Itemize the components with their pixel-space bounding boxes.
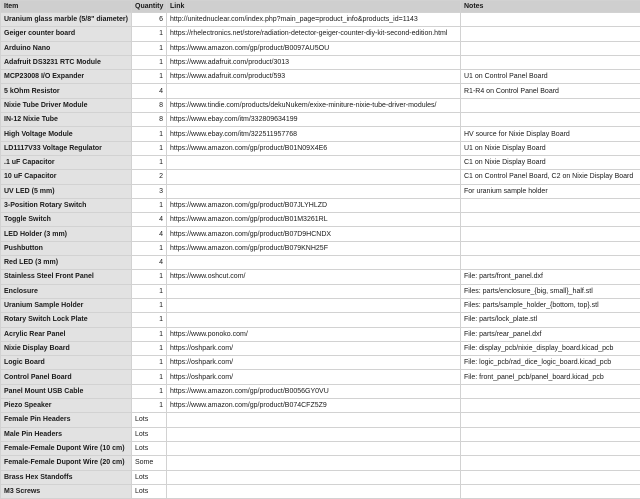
table-row [1, 413, 640, 427]
table-row [1, 356, 640, 370]
link-cell[interactable]: https://rhelectronics.net/store/radiation-detector-geiger-counter-diy-kit-second-edition.html [167, 27, 461, 41]
item-cell[interactable]: M3 Screws [1, 484, 132, 498]
quantity-cell[interactable]: 1 [132, 198, 167, 212]
quantity-cell[interactable]: 1 [132, 241, 167, 255]
link-cell[interactable] [167, 427, 461, 441]
quantity-cell[interactable]: 1 [132, 127, 167, 141]
link-cell[interactable]: https://www.amazon.com/gp/product/B074CFZ5Z9 [167, 399, 461, 413]
notes-cell[interactable] [461, 427, 640, 441]
link-cell[interactable]: https://www.amazon.com/gp/product/B01M3261RL [167, 213, 461, 227]
notes-cell[interactable]: Files: parts/enclosure_{big, small}_half.stl [461, 284, 640, 298]
quantity-cell[interactable]: 8 [132, 113, 167, 127]
quantity-cell[interactable]: 1 [132, 313, 167, 327]
table-row [1, 227, 640, 241]
table-row [1, 70, 640, 84]
link-cell[interactable] [167, 441, 461, 455]
table-row [1, 41, 640, 55]
table-row [1, 27, 640, 41]
link-cell[interactable] [167, 184, 461, 198]
table-row [1, 484, 640, 498]
item-cell[interactable]: High Voltage Module [1, 127, 132, 141]
header-link[interactable]: Link [167, 1, 461, 13]
quantity-cell[interactable]: 1 [132, 341, 167, 355]
header-row [1, 1, 640, 13]
quantity-cell[interactable]: 3 [132, 184, 167, 198]
link-cell[interactable]: https://www.ponoko.com/ [167, 327, 461, 341]
notes-cell[interactable]: File: logic_pcb/rad_dice_logic_board.kicad_pcb [461, 356, 640, 370]
quantity-cell[interactable]: Lots [132, 427, 167, 441]
notes-cell[interactable]: U1 on Control Panel Board [461, 70, 640, 84]
table-row [1, 256, 640, 270]
quantity-cell[interactable]: 4 [132, 213, 167, 227]
table-row [1, 327, 640, 341]
item-cell[interactable]: LED Holder (3 mm) [1, 227, 132, 241]
quantity-cell[interactable]: 4 [132, 84, 167, 98]
link-cell[interactable]: https://oshpark.com/ [167, 356, 461, 370]
quantity-cell[interactable]: 1 [132, 384, 167, 398]
item-cell[interactable]: Control Panel Board [1, 370, 132, 384]
notes-cell[interactable] [461, 470, 640, 484]
item-cell[interactable]: Female-Female Dupont Wire (10 cm) [1, 441, 132, 455]
table-row [1, 284, 640, 298]
notes-cell[interactable] [461, 241, 640, 255]
link-cell[interactable] [167, 170, 461, 184]
item-cell[interactable]: Toggle Switch [1, 213, 132, 227]
table-row [1, 13, 640, 27]
table-row [1, 298, 640, 312]
item-cell[interactable]: IN-12 Nixie Tube [1, 113, 132, 127]
notes-cell[interactable]: R1-R4 on Control Panel Board [461, 84, 640, 98]
link-cell[interactable] [167, 298, 461, 312]
link-cell[interactable] [167, 484, 461, 498]
notes-cell[interactable] [461, 198, 640, 212]
item-cell[interactable]: Female-Female Dupont Wire (20 cm) [1, 456, 132, 470]
notes-cell[interactable]: C1 on Nixie Display Board [461, 155, 640, 169]
table-row [1, 84, 640, 98]
item-cell[interactable]: Piezo Speaker [1, 399, 132, 413]
link-cell[interactable]: https://www.adafruit.com/product/3013 [167, 55, 461, 69]
table-row [1, 270, 640, 284]
table-row [1, 113, 640, 127]
header-item[interactable]: Item [1, 1, 132, 13]
item-cell[interactable]: Geiger counter board [1, 27, 132, 41]
quantity-cell[interactable]: Lots [132, 484, 167, 498]
link-cell[interactable]: https://www.amazon.com/gp/product/B0056GY0VU [167, 384, 461, 398]
notes-cell[interactable]: Files: parts/sample_holder_{bottom, top}.stl [461, 298, 640, 312]
notes-cell[interactable] [461, 456, 640, 470]
item-cell[interactable]: Nixie Tube Driver Module [1, 98, 132, 112]
quantity-cell[interactable]: 1 [132, 70, 167, 84]
table-row [1, 456, 640, 470]
table-row [1, 384, 640, 398]
notes-cell[interactable] [461, 256, 640, 270]
link-cell[interactable]: https://www.oshcut.com/ [167, 270, 461, 284]
notes-cell[interactable] [461, 384, 640, 398]
notes-cell[interactable]: C1 on Control Panel Board, C2 on Nixie Display Board [461, 170, 640, 184]
notes-cell[interactable]: File: parts/lock_plate.stl [461, 313, 640, 327]
link-cell[interactable]: https://www.adafruit.com/product/593 [167, 70, 461, 84]
link-cell[interactable]: https://www.amazon.com/gp/product/B0097AU5OU [167, 41, 461, 55]
notes-cell[interactable] [461, 13, 640, 27]
quantity-cell[interactable]: 1 [132, 399, 167, 413]
item-cell[interactable]: Male Pin Headers [1, 427, 132, 441]
item-cell[interactable]: Panel Mount USB Cable [1, 384, 132, 398]
notes-cell[interactable]: HV source for Nixie Display Board [461, 127, 640, 141]
item-cell[interactable]: Red LED (3 mm) [1, 256, 132, 270]
link-cell[interactable]: https://oshpark.com/ [167, 341, 461, 355]
quantity-cell[interactable]: 1 [132, 298, 167, 312]
quantity-cell[interactable]: 1 [132, 155, 167, 169]
quantity-cell[interactable]: Lots [132, 441, 167, 455]
link-cell[interactable]: https://www.ebay.com/itm/332809634199 [167, 113, 461, 127]
quantity-cell[interactable]: 1 [132, 284, 167, 298]
link-cell[interactable]: https://www.amazon.com/gp/product/B07D9HCNDX [167, 227, 461, 241]
link-cell[interactable] [167, 456, 461, 470]
notes-cell[interactable] [461, 484, 640, 498]
quantity-cell[interactable]: Lots [132, 413, 167, 427]
item-cell[interactable]: Acrylic Rear Panel [1, 327, 132, 341]
quantity-cell[interactable]: 1 [132, 327, 167, 341]
notes-cell[interactable]: U1 on Nixie Display Board [461, 141, 640, 155]
table-row [1, 141, 640, 155]
link-cell[interactable] [167, 256, 461, 270]
link-cell[interactable]: https://www.amazon.com/gp/product/B079KNH25F [167, 241, 461, 255]
quantity-cell[interactable]: 1 [132, 370, 167, 384]
quantity-cell[interactable]: 1 [132, 141, 167, 155]
table-row [1, 184, 640, 198]
link-cell[interactable] [167, 155, 461, 169]
item-cell[interactable]: Uranium Sample Holder [1, 298, 132, 312]
table-row [1, 198, 640, 212]
item-cell[interactable]: .1 uF Capacitor [1, 155, 132, 169]
table-row [1, 127, 640, 141]
notes-cell[interactable] [461, 227, 640, 241]
notes-cell[interactable]: File: parts/rear_panel.dxf [461, 327, 640, 341]
item-cell[interactable]: LD1117V33 Voltage Regulator [1, 141, 132, 155]
table-row [1, 313, 640, 327]
quantity-cell[interactable]: 1 [132, 270, 167, 284]
notes-cell[interactable] [461, 98, 640, 112]
link-cell[interactable] [167, 284, 461, 298]
link-cell[interactable]: https://oshpark.com/ [167, 370, 461, 384]
table-row [1, 98, 640, 112]
header-quantity[interactable]: Quantity [132, 1, 167, 13]
table-row [1, 441, 640, 455]
notes-cell[interactable]: File: parts/front_panel.dxf [461, 270, 640, 284]
table-row [1, 55, 640, 69]
table-row [1, 341, 640, 355]
table-row [1, 213, 640, 227]
quantity-cell[interactable]: 1 [132, 55, 167, 69]
table-body [1, 13, 640, 499]
item-cell[interactable]: MCP23008 I/O Expander [1, 70, 132, 84]
quantity-cell[interactable]: 4 [132, 227, 167, 241]
quantity-cell[interactable]: 1 [132, 27, 167, 41]
quantity-cell[interactable]: 6 [132, 13, 167, 27]
link-cell[interactable]: http://unitednuclear.com/index.php?main_page=product_info&products_id=1143 [167, 13, 461, 27]
table-row [1, 370, 640, 384]
notes-cell[interactable] [461, 213, 640, 227]
link-cell[interactable] [167, 84, 461, 98]
notes-cell[interactable] [461, 113, 640, 127]
item-cell[interactable]: Arduino Nano [1, 41, 132, 55]
header-notes[interactable]: Notes [461, 1, 640, 13]
item-cell[interactable]: Logic Board [1, 356, 132, 370]
link-cell[interactable] [167, 413, 461, 427]
link-cell[interactable]: https://www.ebay.com/itm/322511957768 [167, 127, 461, 141]
notes-cell[interactable] [461, 413, 640, 427]
item-cell[interactable]: Pushbutton [1, 241, 132, 255]
notes-cell[interactable] [461, 27, 640, 41]
item-cell[interactable]: Female Pin Headers [1, 413, 132, 427]
item-cell[interactable]: UV LED (5 mm) [1, 184, 132, 198]
notes-cell[interactable]: File: display_pcb/nixie_display_board.kicad_pcb [461, 341, 640, 355]
link-cell[interactable] [167, 470, 461, 484]
table-row [1, 427, 640, 441]
notes-cell[interactable] [461, 399, 640, 413]
link-cell[interactable]: https://www.amazon.com/gp/product/B07JLYHLZD [167, 198, 461, 212]
quantity-cell[interactable]: Lots [132, 470, 167, 484]
table-row [1, 170, 640, 184]
item-cell[interactable]: Brass Hex Standoffs [1, 470, 132, 484]
notes-cell[interactable] [461, 441, 640, 455]
notes-cell[interactable] [461, 55, 640, 69]
quantity-cell[interactable]: 2 [132, 170, 167, 184]
quantity-cell[interactable]: Some [132, 456, 167, 470]
notes-cell[interactable]: File: front_panel_pcb/panel_board.kicad_pcb [461, 370, 640, 384]
item-cell[interactable]: Nixie Display Board [1, 341, 132, 355]
table-row [1, 155, 640, 169]
item-cell[interactable]: 3-Position Rotary Switch [1, 198, 132, 212]
quantity-cell[interactable]: 1 [132, 356, 167, 370]
item-cell[interactable]: 5 kOhm Resistor [1, 84, 132, 98]
link-cell[interactable]: https://www.tindie.com/products/dekuNukem/exixe-miniture-nixie-tube-driver-modules/ [167, 98, 461, 112]
table-row [1, 470, 640, 484]
table-row [1, 241, 640, 255]
link-cell[interactable]: https://www.amazon.com/gp/product/B01N09X4E6 [167, 141, 461, 155]
item-cell[interactable]: Uranium glass marble (5/8" diameter) [1, 13, 132, 27]
item-cell[interactable]: Enclosure [1, 284, 132, 298]
quantity-cell[interactable]: 1 [132, 41, 167, 55]
quantity-cell[interactable]: 8 [132, 98, 167, 112]
item-cell[interactable]: 10 uF Capacitor [1, 170, 132, 184]
table-row [1, 399, 640, 413]
link-cell[interactable] [167, 313, 461, 327]
item-cell[interactable]: Stainless Steel Front Panel [1, 270, 132, 284]
item-cell[interactable]: Rotary Switch Lock Plate [1, 313, 132, 327]
item-cell[interactable]: Adafruit DS3231 RTC Module [1, 55, 132, 69]
quantity-cell[interactable]: 4 [132, 256, 167, 270]
notes-cell[interactable]: For uranium sample holder [461, 184, 640, 198]
notes-cell[interactable] [461, 41, 640, 55]
